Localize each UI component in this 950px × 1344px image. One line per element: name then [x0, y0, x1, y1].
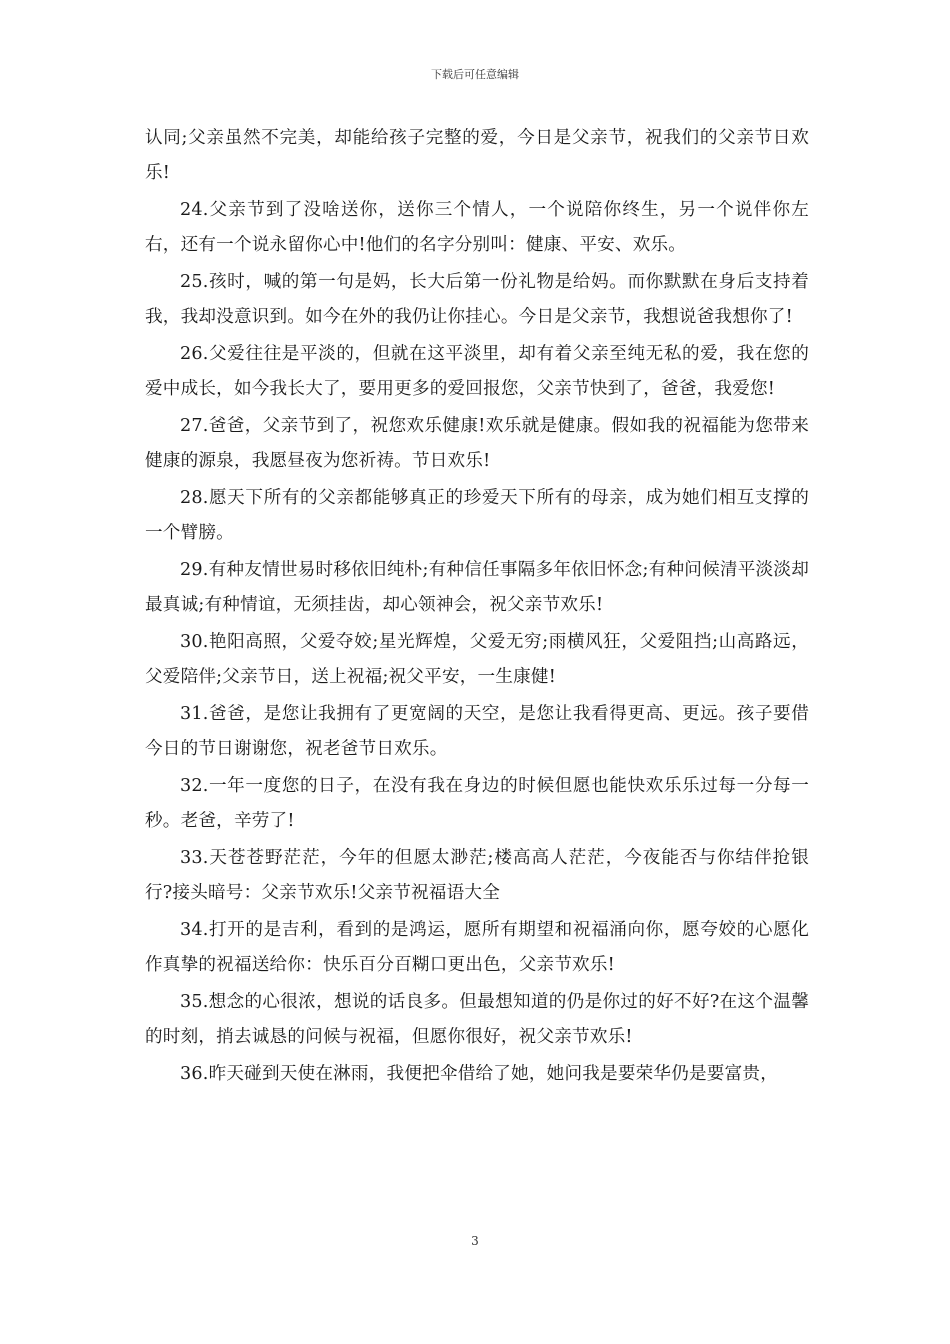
- page-number: 3: [471, 1234, 479, 1248]
- page-header: 下载后可任意编辑: [431, 68, 519, 81]
- paragraph: 25.孩时，喊的第一句是妈，长大后第一份礼物是给妈。而你默默在身后支持着我，我却没意识到。如今在外的我仍让你挂心。今日是父亲节，我想说爸我想你了!: [145, 272, 809, 327]
- paragraph: 30.艳阳高照，父爱夺姣;星光辉煌，父爱无穷;雨横风狂，父爱阻挡;山高路远，父爱陪伴;父亲节日，送上祝福;祝父平安，一生康健!: [145, 632, 809, 687]
- document-body: [145, 121, 809, 1094]
- paragraph: 24.父亲节到了没啥送你，送你三个情人，一个说陪你终生，另一个说伴你左右，还有一个说永留你心中!他们的名字分别叫：健康、平安、欢乐。: [145, 200, 809, 255]
- paragraph: 认同;父亲虽然不完美，却能给孩子完整的爱，今日是父亲节，祝我们的父亲节日欢乐!: [145, 128, 809, 183]
- paragraph: 28.愿天下所有的父亲都能够真正的珍爱天下所有的母亲，成为她们相互支撑的一个臂膀。: [145, 488, 809, 543]
- paragraph: 26.父爱往往是平淡的，但就在这平淡里，却有着父亲至纯无私的爱，我在您的爱中成长，如今我长大了，要用更多的爱回报您，父亲节快到了，爸爸，我爱您!: [145, 344, 809, 399]
- paragraph: 34.打开的是吉利，看到的是鸿运，愿所有期望和祝福涌向你，愿夸姣的心愿化作真挚的祝福送给你：快乐百分百糊口更出色，父亲节欢乐!: [145, 920, 809, 975]
- paragraph: 36.昨天碰到天使在淋雨，我便把伞借给了她，她问我是要荣华仍是要富贵，: [180, 1064, 778, 1084]
- paragraph: 27.爸爸，父亲节到了，祝您欢乐健康!欢乐就是健康。假如我的祝福能为您带来健康的源泉，我愿昼夜为您祈祷。节日欢乐!: [145, 416, 809, 471]
- paragraph: 33.天苍苍野茫茫，今年的但愿太渺茫;楼高高人茫茫，今夜能否与你结伴抢银行?接头暗号：父亲节欢乐!父亲节祝福语大全: [145, 848, 809, 903]
- paragraph: 31.爸爸，是您让我拥有了更宽阔的天空，是您让我看得更高、更远。孩子要借今日的节日谢谢您，祝老爸节日欢乐。: [145, 704, 809, 759]
- paragraph: 32.一年一度您的日子，在没有我在身边的时候但愿也能快欢乐乐过每一分每一秒。老爸，辛劳了!: [145, 776, 809, 831]
- paragraph: 35.想念的心很浓，想说的话良多。但最想知道的仍是你过的好不好?在这个温馨的时刻，捎去诚恳的问候与祝福，但愿你很好，祝父亲节欢乐!: [145, 992, 809, 1047]
- paragraph: 29.有种友情世易时移依旧纯朴;有种信任事隔多年依旧怀念;有种问候清平淡淡却最真诚;有种情谊，无须挂齿，却心领神会，祝父亲节欢乐!: [145, 560, 809, 615]
